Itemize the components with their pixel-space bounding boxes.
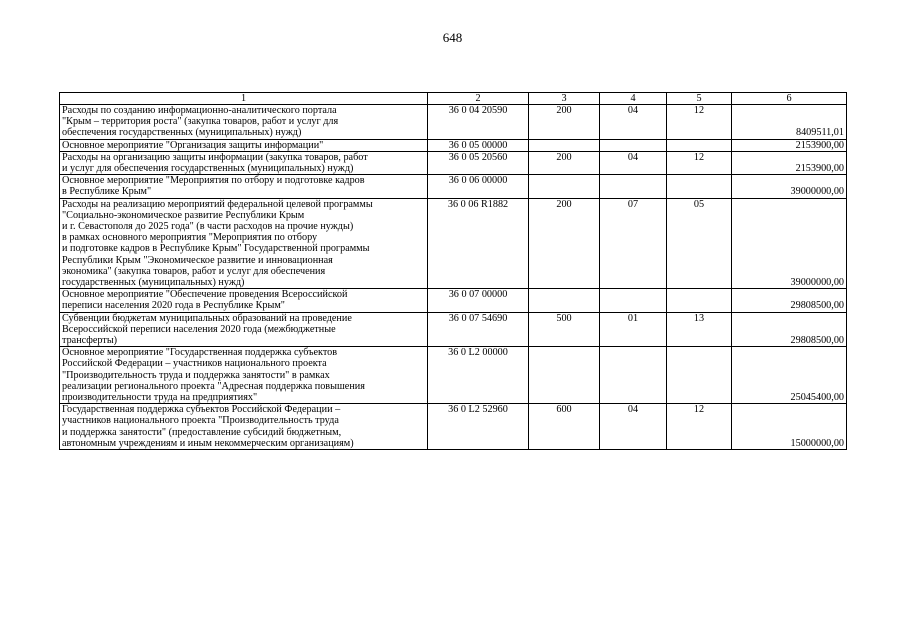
table-row xyxy=(60,347,847,404)
table-row xyxy=(60,139,847,151)
amount: 2153900,00 xyxy=(732,139,847,151)
table-header-row xyxy=(60,93,847,105)
subsection-code: 12 xyxy=(667,105,732,140)
column-header: 1 xyxy=(60,93,428,105)
section-code: 01 xyxy=(600,312,667,347)
budget-table xyxy=(59,92,847,450)
expense-description: Расходы на организацию защиты информации (закупка товаров, работ и услуг для обеспечения государственных (муниципальных) нужд) xyxy=(60,151,428,174)
expense-description: Государственная поддержка субъектов Российской Федерации – участников национального проекта "Производительность труда и поддержка занятости" (предоставление субсидий бюджетным, автономным учреждениям и иным некоммерческим организациям) xyxy=(60,404,428,450)
budget-table-body xyxy=(60,93,847,450)
section-code: 04 xyxy=(600,404,667,450)
subsection-code xyxy=(667,175,732,198)
amount: 15000000,00 xyxy=(732,404,847,450)
section-code xyxy=(600,347,667,404)
target-article-code: 36 0 06 R1882 xyxy=(428,198,529,289)
table-row xyxy=(60,404,847,450)
table-row xyxy=(60,105,847,140)
target-article-code: 36 0 L2 52960 xyxy=(428,404,529,450)
section-code xyxy=(600,175,667,198)
table-row xyxy=(60,198,847,289)
expense-type-code xyxy=(529,139,600,151)
section-code xyxy=(600,289,667,312)
expense-description: Основное мероприятие "Обеспечение проведения Всероссийской переписи населения 2020 года в Республике Крым" xyxy=(60,289,428,312)
amount: 29808500,00 xyxy=(732,289,847,312)
column-header: 2 xyxy=(428,93,529,105)
target-article-code: 36 0 L2 00000 xyxy=(428,347,529,404)
page-number: 648 xyxy=(442,30,463,45)
table-row xyxy=(60,289,847,312)
subsection-code: 12 xyxy=(667,404,732,450)
column-header: 6 xyxy=(732,93,847,105)
expense-description: Основное мероприятие "Мероприятия по отбору и подготовке кадров в Республике Крым" xyxy=(60,175,428,198)
expense-type-code xyxy=(529,347,600,404)
column-header: 3 xyxy=(529,93,600,105)
expense-type-code xyxy=(529,175,600,198)
expense-type-code: 500 xyxy=(529,312,600,347)
amount: 25045400,00 xyxy=(732,347,847,404)
section-code xyxy=(600,139,667,151)
target-article-code: 36 0 05 20560 xyxy=(428,151,529,174)
section-code: 07 xyxy=(600,198,667,289)
expense-description: Расходы по созданию информационно-аналитического портала "Крым – территория роста" (закупка товаров, работ и услуг для обеспечения государственных (муниципальных) нужд) xyxy=(60,105,428,140)
table-row xyxy=(60,175,847,198)
expense-description: Субвенции бюджетам муниципальных образований на проведение Всероссийской переписи населения 2020 года (межбюджетные трансферты) xyxy=(60,312,428,347)
expense-description: Основное мероприятие "Организация защиты информации" xyxy=(60,139,428,151)
expense-type-code: 200 xyxy=(529,198,600,289)
subsection-code: 12 xyxy=(667,151,732,174)
subsection-code xyxy=(667,289,732,312)
table-row xyxy=(60,151,847,174)
expense-type-code: 200 xyxy=(529,151,600,174)
expense-type-code xyxy=(529,289,600,312)
section-code: 04 xyxy=(600,151,667,174)
target-article-code: 36 0 04 20590 xyxy=(428,105,529,140)
expense-type-code: 200 xyxy=(529,105,600,140)
subsection-code: 13 xyxy=(667,312,732,347)
expense-description: Расходы на реализацию мероприятий федеральной целевой программы "Социально-экономическое развитие Республики Крым и г. Севастополя до 2025 года" (в части расходов на прочие нужды) в рамках основного мероприятия "Мероприятия по отбору и подготовке кадров в Республике Крым" Государственной программы Республики Крым "Экономическое развитие и инновационная экономика" (закупка товаров, работ и услуг для обеспечения государственных (муниципальных) нужд) xyxy=(60,198,428,289)
target-article-code: 36 0 06 00000 xyxy=(428,175,529,198)
target-article-code: 36 0 05 00000 xyxy=(428,139,529,151)
amount: 39000000,00 xyxy=(732,175,847,198)
subsection-code: 05 xyxy=(667,198,732,289)
amount: 2153900,00 xyxy=(732,151,847,174)
column-header: 4 xyxy=(600,93,667,105)
amount: 29808500,00 xyxy=(732,312,847,347)
expense-description: Основное мероприятие "Государственная поддержка субъектов Российской Федерации – участников национального проекта "Производительность труда и поддержка занятости" в рамках реализации регионального проекта "Адресная поддержка повышения производительности труда на предприятиях" xyxy=(60,347,428,404)
amount: 39000000,00 xyxy=(732,198,847,289)
table-row xyxy=(60,312,847,347)
column-header: 5 xyxy=(667,93,732,105)
target-article-code: 36 0 07 54690 xyxy=(428,312,529,347)
section-code: 04 xyxy=(600,105,667,140)
expense-type-code: 600 xyxy=(529,404,600,450)
target-article-code: 36 0 07 00000 xyxy=(428,289,529,312)
subsection-code xyxy=(667,347,732,404)
subsection-code xyxy=(667,139,732,151)
amount: 8409511,01 xyxy=(732,105,847,140)
